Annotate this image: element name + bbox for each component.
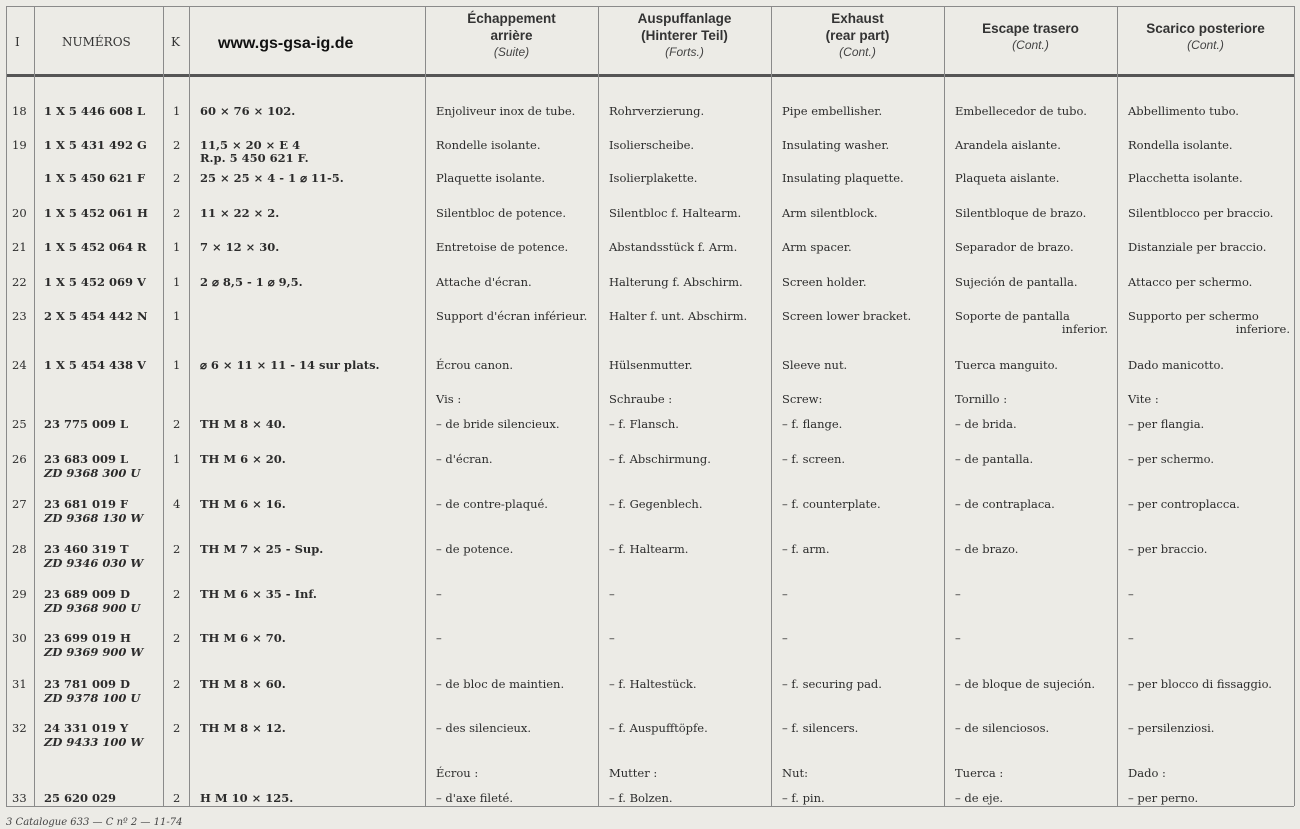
cell-es: Embellecedor de tubo.: [955, 104, 1087, 118]
cell-desc: 25 × 25 × 4 - 1 ⌀ 11-5.: [200, 171, 344, 185]
cell-en: Arm silentblock.: [782, 206, 878, 220]
cell-fr: Plaquette isolante.: [436, 171, 546, 185]
cell-num: 23 775 009 L: [44, 417, 129, 431]
cell-idx: 32: [12, 721, 27, 735]
cell-es: – de brazo.: [955, 542, 1019, 556]
cell-k: 2: [173, 542, 181, 556]
cell-en: Pipe embellisher.: [782, 104, 883, 118]
page-footer: 3 Catalogue 633 — C nº 2 — 11-74: [6, 817, 183, 828]
cell-num: 1 X 5 452 069 V: [44, 275, 146, 289]
cell-it: –: [1128, 587, 1134, 601]
cell-en: Screen holder.: [782, 275, 867, 289]
cell-de: – f. Abschirmung.: [609, 452, 711, 466]
cell-num: 1 X 5 450 621 F: [44, 171, 146, 185]
cell-de: – f. Gegenblech.: [609, 497, 703, 511]
cell-k: 1: [173, 452, 181, 466]
header-english: Exhaust (rear part) (Cont.): [825, 11, 890, 59]
column-divider: [6, 6, 7, 806]
cell-en: – f. arm.: [782, 542, 830, 556]
cell-es: –: [955, 631, 961, 645]
column-divider: [163, 6, 164, 806]
cell-k: 2: [173, 677, 181, 691]
header-french: Échappement arrière (Suite): [467, 11, 556, 59]
cell-es: – de contraplaca.: [955, 497, 1055, 511]
cell-fr: Support d'écran inférieur.: [436, 309, 588, 323]
header-numbers: NUMÉROS: [62, 35, 131, 49]
cell-sub: ZD 9369 900 W: [44, 645, 144, 659]
cell-idx: 31: [12, 677, 27, 691]
cell-fr: –: [436, 631, 442, 645]
cell-idx: 22: [12, 275, 27, 289]
cell-k: 1: [173, 358, 181, 372]
cell-desc: TH M 8 × 60.: [200, 677, 286, 691]
cell-desc: TH M 6 × 16.: [200, 497, 286, 511]
cell-desc: TH M 8 × 12.: [200, 721, 286, 735]
cell-en: – f. silencers.: [782, 721, 859, 735]
cell-it: Silentblocco per braccio.: [1128, 206, 1274, 220]
cell-es: Sujeción de pantalla.: [955, 275, 1078, 289]
cell-es: Plaqueta aislante.: [955, 171, 1060, 185]
cell-desc: TH M 8 × 40.: [200, 417, 286, 431]
column-divider: [944, 6, 945, 806]
cell-fr: – des silencieux.: [436, 721, 532, 735]
cell-idx: 18: [12, 104, 27, 118]
cell-it: Attacco per schermo.: [1128, 275, 1253, 289]
cell-it: – persilenziosi.: [1128, 721, 1215, 735]
cell-idx: 23: [12, 309, 27, 323]
cell-es: – de eje.: [955, 791, 1004, 805]
cell-en: – f. pin.: [782, 791, 825, 805]
cell-k: 2: [173, 721, 181, 735]
website-watermark: www.gs-gsa-ig.de: [218, 35, 354, 52]
cell-de: Schraube :: [609, 392, 673, 406]
cell-de: Silentbloc f. Haltearm.: [609, 206, 742, 220]
cell-en: Insulating plaquette.: [782, 171, 904, 185]
cell-fr: – d'axe fileté.: [436, 791, 513, 805]
cell-num: 24 331 019 Y: [44, 721, 129, 735]
cell-en: –: [782, 587, 788, 601]
cell-desc2: R.p. 5 450 621 F.: [200, 151, 309, 165]
table-bottom-border: [6, 806, 1294, 807]
cell-en: Screw:: [782, 392, 823, 406]
cell-sub: ZD 9368 900 U: [44, 601, 141, 615]
cell-num: 23 683 009 L: [44, 452, 129, 466]
cell-es: – de bloque de sujeción.: [955, 677, 1096, 691]
cell-de: – f. Flansch.: [609, 417, 679, 431]
cell-it: – per braccio.: [1128, 542, 1208, 556]
cell-es: – de silenciosos.: [955, 721, 1050, 735]
table-top-border: [6, 6, 1294, 7]
column-divider: [1117, 6, 1118, 806]
cell-num: 1 X 5 452 064 R: [44, 240, 147, 254]
cell-de: Hülsenmutter.: [609, 358, 693, 372]
cell-num: 1 X 5 446 608 L: [44, 104, 146, 118]
cell-fr: – de contre-plaqué.: [436, 497, 548, 511]
cell-de: Halter f. unt. Abschirm.: [609, 309, 748, 323]
cell-idx: 20: [12, 206, 27, 220]
header-spanish: Escape trasero (Cont.): [982, 21, 1079, 52]
cell-k: 2: [173, 417, 181, 431]
cell-desc: 11 × 22 × 2.: [200, 206, 280, 220]
cell-idx: 28: [12, 542, 27, 556]
cell-sub: ZD 9368 130 W: [44, 511, 144, 525]
cell-es: Silentbloque de brazo.: [955, 206, 1087, 220]
cell-en: Sleeve nut.: [782, 358, 848, 372]
cell-es: Soporte de pantalla: [955, 309, 1070, 323]
cell-en: Arm spacer.: [782, 240, 852, 254]
cell-sub: ZD 9433 100 W: [44, 735, 144, 749]
header-german: Auspuffanlage (Hinterer Teil) (Forts.): [637, 11, 732, 59]
cell-idx: 30: [12, 631, 27, 645]
cell-de: Isolierscheibe.: [609, 138, 695, 152]
cell-idx: 19: [12, 138, 27, 152]
cell-en: – f. flange.: [782, 417, 843, 431]
cell-num: 1 X 5 431 492 G: [44, 138, 147, 152]
cell-en: – f. counterplate.: [782, 497, 881, 511]
cell-fr: Écrou canon.: [436, 358, 514, 372]
cell-fr: – de potence.: [436, 542, 514, 556]
cell-desc: ⌀ 6 × 11 × 11 - 14 sur plats.: [200, 358, 380, 372]
cell-fr: Écrou :: [436, 766, 479, 780]
cell-desc: 7 × 12 × 30.: [200, 240, 280, 254]
cell-it: Supporto per schermo: [1128, 309, 1259, 323]
cell-en: – f. securing pad.: [782, 677, 882, 691]
cell-idx: 24: [12, 358, 27, 372]
cell-de: Rohrverzierung.: [609, 104, 705, 118]
cell-idx: 21: [12, 240, 27, 254]
cell-de: Abstandsstück f. Arm.: [609, 240, 738, 254]
cell-k: 2: [173, 631, 181, 645]
cell-it: – per schermo.: [1128, 452, 1215, 466]
cell-k: 1: [173, 309, 181, 323]
cell-idx: 33: [12, 791, 27, 805]
cell-idx: 29: [12, 587, 27, 601]
cell-desc: TH M 7 × 25 - Sup.: [200, 542, 324, 556]
cell-k: 2: [173, 791, 181, 805]
cell-num: 23 781 009 D: [44, 677, 130, 691]
cell-de: – f. Haltearm.: [609, 542, 689, 556]
cell-fr: Silentbloc de potence.: [436, 206, 566, 220]
cell-it: Dado manicotto.: [1128, 358, 1224, 372]
cell-k: 1: [173, 104, 181, 118]
cell-desc: H M 10 × 125.: [200, 791, 294, 805]
cell-es: –: [955, 587, 961, 601]
cell-fr: – de bloc de maintien.: [436, 677, 565, 691]
cell-k: 1: [173, 240, 181, 254]
cell-es2: inferior.: [1061, 322, 1108, 336]
cell-de: –: [609, 587, 615, 601]
cell-de: –: [609, 631, 615, 645]
cell-desc: 2 ⌀ 8,5 - 1 ⌀ 9,5.: [200, 275, 303, 289]
cell-desc: TH M 6 × 70.: [200, 631, 286, 645]
column-divider: [189, 6, 190, 806]
cell-num: 1 X 5 452 061 H: [44, 206, 148, 220]
cell-en: Screen lower bracket.: [782, 309, 912, 323]
cell-k: 2: [173, 587, 181, 601]
cell-num: 2 X 5 454 442 N: [44, 309, 148, 323]
cell-it: – per perno.: [1128, 791, 1199, 805]
header-index: I: [15, 35, 20, 49]
cell-de: – f. Bolzen.: [609, 791, 673, 805]
cell-es: – de brida.: [955, 417, 1017, 431]
cell-num: 25 620 029: [44, 791, 117, 805]
cell-fr: Entretoise de potence.: [436, 240, 569, 254]
column-divider: [598, 6, 599, 806]
cell-it: Distanziale per braccio.: [1128, 240, 1267, 254]
cell-idx: 26: [12, 452, 27, 466]
cell-num: 23 699 019 H: [44, 631, 131, 645]
cell-fr: Vis :: [436, 392, 462, 406]
cell-es: Arandela aislante.: [955, 138, 1061, 152]
cell-it: Vite :: [1128, 392, 1159, 406]
cell-k: 4: [173, 497, 181, 511]
cell-en: Nut:: [782, 766, 808, 780]
cell-k: 2: [173, 206, 181, 220]
cell-fr: Attache d'écran.: [436, 275, 532, 289]
cell-de: Isolierplakette.: [609, 171, 698, 185]
cell-fr: Enjoliveur inox de tube.: [436, 104, 576, 118]
cell-num: 1 X 5 454 438 V: [44, 358, 146, 372]
column-divider: [34, 6, 35, 806]
cell-k: 2: [173, 138, 181, 152]
cell-sub: ZD 9368 300 U: [44, 466, 141, 480]
cell-idx: 25: [12, 417, 27, 431]
cell-es: Tuerca :: [955, 766, 1004, 780]
cell-en: –: [782, 631, 788, 645]
cell-it: Dado :: [1128, 766, 1166, 780]
cell-de: – f. Haltestück.: [609, 677, 697, 691]
cell-fr: Rondelle isolante.: [436, 138, 541, 152]
cell-en: – f. screen.: [782, 452, 846, 466]
cell-num: 23 689 009 D: [44, 587, 130, 601]
header-divider: [6, 74, 1294, 77]
cell-en: Insulating washer.: [782, 138, 890, 152]
cell-desc: 60 × 76 × 102.: [200, 104, 296, 118]
cell-fr: – de bride silencieux.: [436, 417, 560, 431]
cell-it: – per flangia.: [1128, 417, 1205, 431]
cell-fr: – d'écran.: [436, 452, 493, 466]
cell-it: –: [1128, 631, 1134, 645]
cell-it: – per blocco di fissaggio.: [1128, 677, 1272, 691]
cell-es: – de pantalla.: [955, 452, 1034, 466]
cell-de: Halterung f. Abschirm.: [609, 275, 743, 289]
column-divider: [425, 6, 426, 806]
cell-sub: ZD 9378 100 U: [44, 691, 141, 705]
cell-desc: TH M 6 × 20.: [200, 452, 286, 466]
cell-idx: 27: [12, 497, 27, 511]
cell-es: Separador de brazo.: [955, 240, 1074, 254]
cell-desc: 11,5 × 20 × E 4: [200, 138, 301, 152]
cell-k: 1: [173, 275, 181, 289]
cell-fr: –: [436, 587, 442, 601]
cell-sub: ZD 9346 030 W: [44, 556, 144, 570]
cell-de: Mutter :: [609, 766, 658, 780]
column-divider: [1294, 6, 1295, 806]
cell-k: 2: [173, 171, 181, 185]
cell-de: – f. Auspufftöpfe.: [609, 721, 708, 735]
cell-num: 23 460 319 T: [44, 542, 129, 556]
column-divider: [771, 6, 772, 806]
cell-it: – per controplacca.: [1128, 497, 1240, 511]
cell-desc: TH M 6 × 35 - Inf.: [200, 587, 317, 601]
cell-es: Tornillo :: [955, 392, 1008, 406]
cell-num: 23 681 019 F: [44, 497, 129, 511]
cell-it: Abbellimento tubo.: [1128, 104, 1239, 118]
header-k: K: [171, 35, 180, 49]
cell-it: Placchetta isolante.: [1128, 171, 1243, 185]
cell-it: Rondella isolante.: [1128, 138, 1233, 152]
cell-it2: inferiore.: [1235, 322, 1290, 336]
header-italian: Scarico posteriore (Cont.): [1146, 21, 1265, 52]
cell-es: Tuerca manguito.: [955, 358, 1058, 372]
